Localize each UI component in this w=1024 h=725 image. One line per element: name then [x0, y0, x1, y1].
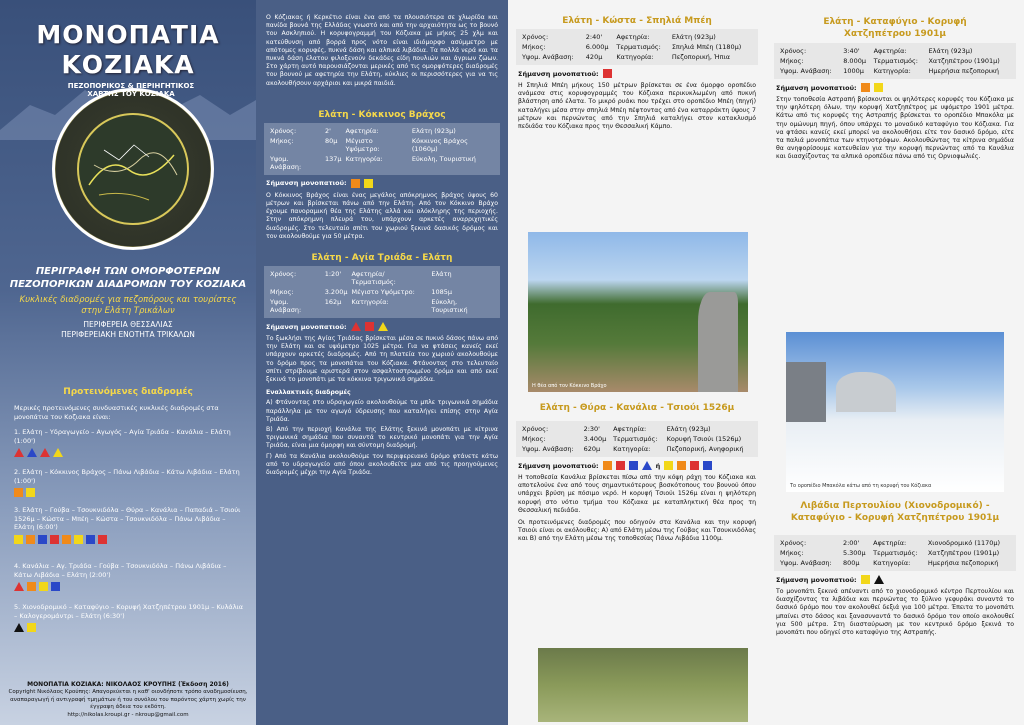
trail-sign: Σήμανση μονοπατιού:	[266, 322, 498, 331]
yellow-square-icon	[26, 488, 35, 497]
orange-square-icon	[62, 535, 71, 544]
route-info-box: Χρόνος: 2:00' Αφετηρία: Χιονοδρομικό (1170μ) Μήκος: 5.300μ Τερματισμός: Χατζηπέτρου (1901μ) Υψομ. Ανάβαση: 800μ Κατηγορία: Ημερήσια πεζοπορική	[774, 535, 1016, 571]
emblem-ring-text: ΠΕΖΟΠΟΡΙΚΟΣ & ΠΕΡΙΗΓΗΤΙΚΟΣ ΧΑΡΤΗΣ ΤΟΥ ΚΟΖΙΑΚΑ	[67, 82, 195, 98]
yellow-square-icon	[27, 623, 36, 632]
map-emblem	[52, 88, 214, 250]
section-title: Ελάτη - Κόκκινος Βράχος	[318, 109, 446, 120]
routes-heading: Προτεινόμενες διαδρομές	[63, 387, 193, 397]
orange-square-icon	[351, 179, 360, 188]
black-triangle-icon	[14, 623, 24, 632]
cover-subtitle: ΠΕΡΙΓΡΑΦΗ ΤΩΝ ΟΜΟΡΦΟΤΕΡΩΝ ΠΕΖΟΠΟΡΙΚΩΝ ΔΙΑΔΡΟΜΩΝ ΤΟΥ ΚΟΖΙΑΚΑ	[9, 266, 247, 290]
blue-square-icon	[38, 535, 47, 544]
yellow-square-icon	[874, 83, 883, 92]
section-title: Ελάτη - Κώστα - Σπηλιά Μπέη	[562, 16, 712, 26]
column-2	[256, 0, 508, 725]
section-text: Το μονοπάτι ξεκινά απέναντι από το χιονοδρομικό κέντρο Περτουλίου και διασχίζοντας τα λιβάδια και περνώντας το ξύλινο γεφυράκι συναντά το δασικό δρόμο που τον ακολουθεί δεξιά για 100 μέτρα. Έπειτα το μονοπάτι μπαίνει στο δάσος και ξανασυναντά το δασικό δρόμο τον οποίο ακολουθεί για 500 μέτρα. Στη διασταύρωση με τον κεντρικό δρόμο ξεκινά το μονοπάτι που οδηγεί στο καταφύγιο της Αστραπής.	[776, 588, 1014, 637]
orange-square-icon	[26, 535, 35, 544]
red-square-icon	[98, 535, 107, 544]
route-marks	[14, 623, 246, 632]
yellow-square-icon	[861, 575, 870, 584]
alternative-b: Β) Από την περιοχή Κανάλια της Ελάτης ξεκινά μονοπάτι με κίτρινα τριγωνικά σημάδια που συναντά το κεντρικό μονοπάτι για την Αγία Τριάδα, είναι μια όμορφη και σύντομη διαδρομή.	[266, 426, 498, 450]
route-item: 3. Ελάτη – Γούβα – Τσουκνιδόλα – Θύρα – Κανάλια – Παπαδιά – Τσιούι 1526μ – Κώστα – Μπέη – Κώστα – Τσουκνιδόλα – Πάνω Λιβάδια – Ελάτη (6:00')	[14, 506, 246, 544]
route-marks	[14, 488, 246, 497]
section-text: Στην τοποθεσία Αστραπή βρίσκονται οι ψηλότερες κορυφές του Κόζιακα με την ψηλότερη όλων, την κορυφή Χατζηπέτρος με υψόμετρο 1901 μέτρα. Κάτω από τις κορυφές της Αστραπής βρίσκεται το οροπέδιο Μπακόλα με την ομώνυμη πηγή, όπου υπάρχει το μοναδικό καταφύγιο του Κόζιακα. Για να φτάσει κανείς εκεί μπορεί να ακολουθήσει είτε τον δασικό δρόμο, είτε τα παλιά μονοπάτια των κτηνοτρόφων. Ακολουθώντας τα κίτρινα σημάδια θα ανηφορίσουμε κατευθείαν για την κορυφή περνώντας από τα Κανάλια και διασχίζοντας τα αλπικά οροπέδια πάνω από τις Ορνιοφωλιές.	[776, 96, 1014, 161]
map-emblem-map	[77, 113, 189, 225]
trail-sign: Σήμανση μονοπατιού:	[266, 179, 498, 188]
red-triangle-icon	[351, 322, 361, 331]
trail-sign: Σήμανση μονοπατιού:	[518, 69, 756, 78]
red-square-icon	[50, 535, 59, 544]
meadow-photo	[538, 648, 748, 722]
blue-square-icon	[86, 535, 95, 544]
route-item: 2. Ελάτη – Κόκκινος Βράχος – Πάνω Λιβάδια – Κάτω Λιβάδια – Ελάτη (1:00')	[14, 468, 246, 497]
yellow-square-icon	[74, 535, 83, 544]
orange-square-icon	[603, 461, 612, 470]
intro-text: Ο Κόζιακας ή Κερκέτιο είναι ένα από τα πλουσιότερα σε χλωρίδα και πανίδα βουνά της Ελλάδας γνωστό και από την αρχαιότητα ως το βουνό του Ασκληπιού. Η κορυφογραμμή του Κόζιακα με μήκος 25 χλμ και κατεύθυνση από βορρά προς νότο είναι ιδιόμορφο ασύμμετρο με απότομες κορυφές, πυκνά δάση και αλπικά λιβάδια. Τα πολλά νερά και τα πυκνά δάση έλατου φιλοξενούν δεκάδες είδη πουλιών και άγριων ζώων. Στο χάρτη αυτό παρουσιάζονται μερικές από τις ομορφότερες διαδρομές του βουνού με αφετηρία την Ελάτη, κύκλιες οι περισσότερες για να τις ακολουθήσουν αρχάριοι και μικρά παιδιά.	[266, 14, 498, 87]
trail-sign: Σήμανση μονοπατιού:	[776, 83, 1014, 92]
red-square-icon	[603, 69, 612, 78]
section-text: Ο Κόκκινος Βράχος είναι ένας μεγάλος απόκρημνος βράχος ύψους 60 μέτρων και βρίσκεται πάνω από την Ελάτη. Από τον Κόκκινο Βράχο έχουμε πανοραμική θέα της Ελάτης αλλά και ολόκληρης της περιοχής. Στην απόκρημνη πλευρά του, υπάρχουν αρκετές αναρριχητικές διαδρομές. Στο τελευταίο σπίτι του χωριού ξεκινά δασικός δρόμος και τον ακολουθούμε για 50 μέτρα.	[266, 191, 498, 240]
cover-region: ΠΕΡΙΦΕΡΕΙΑ ΘΕΣΣΑΛΙΑΣ ΠΕΡΙΦΕΡΕΙΑΚΗ ΕΝΟΤΗΤΑ ΤΡΙΚΑΛΩΝ	[61, 320, 195, 339]
route-item: 1. Ελάτη – Υδραγωγείο – Αγωγός – Αγία Τριάδα – Κανάλια – Ελάτη (1:00')	[14, 428, 246, 457]
route-info-box: Χρόνος: 2' Αφετηρία: Ελάτη (923μ) Μήκος: 80μ Μέγιστο Υψόμετρο: Κόκκινος Βράχος (1060μ) Υψομ. Ανάβαση: 137μ Κατηγορία: Εύκολη, Τουριστική	[264, 123, 500, 175]
red-square-icon	[690, 461, 699, 470]
column-3	[508, 0, 766, 725]
blue-square-icon	[51, 582, 60, 591]
yellow-square-icon	[14, 535, 23, 544]
section-title: Ελάτη - Θύρα - Κανάλια - Τσιούι 1526μ	[539, 403, 735, 413]
red-square-icon	[616, 461, 625, 470]
route-item: 5. Χιονοδρομικό – Καταφύγιο – Κορυφή Χατζηπέτρου 1901μ – Κυλάλια – Καλογερομάντρι – Ελάτη (6:30')	[14, 603, 246, 632]
route-marks	[14, 582, 246, 591]
routes-intro: Μερικές προτεινόμενες συνδυαστικές κυκλικές διαδρομές στα μονοπάτια του Κοζιακα είναι:	[14, 404, 219, 421]
section-body	[766, 532, 1024, 637]
orange-square-icon	[27, 582, 36, 591]
yellow-square-icon	[664, 461, 673, 470]
red-square-icon	[365, 322, 374, 331]
route-info-box: Χρόνος: 1:20' Αφετηρία/Τερματισμός: Ελάτη Μήκος: 3.200μ Μέγιστο Υψόμετρο: 1085μ Υψομ. Ανάβαση: 162μ Κατηγορία: Εύκολη, Τουριστική	[264, 266, 500, 318]
route-marks	[14, 448, 246, 457]
route-item: 4. Κανάλια – Αγ. Τριάδα – Γούβα – Τσουκνιδόλα – Πάνω Λιβάδια – Κάτω Λιβάδια – Ελάτη (2:00')	[14, 562, 246, 591]
column-4	[766, 0, 1024, 725]
section-title: Ελάτη - Αγία Τριάδα - Ελάτη	[311, 253, 453, 264]
section-text: Η τοποθεσία Κανάλια βρίσκεται πίσω από την κόψη ράχη του Κόζιακα και αποτελούνε ένα από τους σημαντικότερους βοσκότοπους του βουνού όπου υπάρχει βρύση με πόσιμο νερό. Η κορυφή Τσιούι 1526μ είναι η ψηλότερη κορυφή στο νότιο τμήμα του Κόζιακα με καταπληκτική θέα προς τη Θεσσαλική πεδιάδα.	[518, 474, 756, 514]
yellow-triangle-icon	[378, 322, 388, 331]
alternative-a: Α) Φτάνοντας στο υδραγωγείο ακολουθούμε τα μπλε τριγωνικά σημάδια παράλληλα με τον αγωγό ύδρευσης που καταλήγει επίσης στην Αγία Τριάδα.	[266, 399, 498, 423]
red-triangle-icon	[14, 448, 24, 457]
yellow-triangle-icon	[53, 448, 63, 457]
cover-title: ΜΟΝΟΠΑΤΙΑ ΚΟΖΙΑΚΑ	[36, 20, 220, 79]
trail-sign: Σήμανση μονοπατιού:	[776, 575, 1014, 584]
route-info-box: Χρόνος: 2:30' Αφετηρία: Ελάτη (923μ) Μήκος: 3.400μ Τερματισμός: Κορυφή Τσιούι (1526μ) Υψομ. Ανάβαση: 620μ Κατηγορία: Πεζοπορική, Ανηφορική	[516, 421, 758, 457]
section-title: Ελάτη - Καταφύγιο - Κορυφή Χατζηπέτρου 1901μ	[823, 17, 967, 39]
route-info-box: Χρόνος: 3:40' Αφετηρία: Ελάτη (923μ) Μήκος: 8.000μ Τερματισμός: Χατζηπέτρου (1901μ) Υψομ. Ανάβαση: 1000μ Κατηγορία: Ημερήσια πεζοπορική	[774, 43, 1016, 79]
route-info-box: Χρόνος: 2:40' Αφετηρία: Ελάτη (923μ) Μήκος: 6.000μ Τερματισμός: Σπηλιά Μπέη (1180μ) Υψομ. Ανάβαση: 420μ Κατηγορία: Πεζοπορική, Ήπια	[516, 29, 758, 65]
village-photo: Η θέα από τον Κόκκινο Βράχο	[528, 232, 748, 392]
alternative-c: Γ) Από τα Κανάλια ακολουθούμε τον περιφερειακό δρόμο φτάνετε κάτω από το υδραγωγείο από όπου ακολουθείτε μια από τις προηγούμενες διαδρομές μέχρι την Αγία Τριάδα.	[266, 452, 498, 477]
section-text2: Οι προτεινόμενες διαδρομές που οδηγούν στα Κανάλια και την κορυφή Τσιούι είναι οι ακόλουθες: Α) από Ελάτη μέσω της Γούβας και Τσουκνιδόλας και Β) από την Ελάτη μέσω της τοποθεσίας Πάνω Λιβάδια 1100μ.	[518, 519, 756, 543]
snow-photo: Το οροπέδιο Μπακόλα κάτω από τη κορυφή του Κόζιακα	[786, 332, 1004, 492]
black-triangle-icon	[874, 575, 884, 584]
red-triangle-icon	[40, 448, 50, 457]
trail-sign: Σήμανση μονοπατιού: ή	[518, 461, 756, 470]
alternatives-heading: Εναλλακτικές διαδρομές	[266, 389, 351, 397]
route-marks	[14, 535, 246, 544]
section-body	[508, 418, 766, 544]
orange-square-icon	[677, 461, 686, 470]
blue-triangle-icon	[27, 448, 37, 457]
orange-square-icon	[14, 488, 23, 497]
section-text: Το ξωκλήσι της Αγίας Τριάδας βρίσκεται μέσα σε πυκνό δάσος πάνω από την Ελάτη και σε υψόμετρο 1025 μέτρα. Για να φτάσεις κανείς εκεί υπάρχουν αρκετές διαδρομές. Από τη πλατεία του χωριού ακολουθούμε το δρόμο προς τα μονοπάτια του Κόζιακα. Φτάνοντας στο τελευταίο σπίτι στρίβουμε αριστερά στον ασφαλτοστρωμένο δρόμο και από εκεί ξεκινά το μονοπάτι με τα κόκκινα τριγωνικά σημάδια.	[266, 335, 498, 384]
cover-subtitle2: Κυκλικές διαδρομές για πεζοπόρους και τουρίστες στην Ελάτη Τρικάλων	[19, 295, 237, 316]
copyright-footer: ΜΟΝΟΠΑΤΙΑ ΚΟΖΙΑΚΑ: ΝΙΚΟΛΑΟΣ ΚΡΟΥΠΗΣ (Έκδοση 2016) Copyright Νικόλαος Κρούπης: Απαγορεύεται η καθ' οιονδήποτε τρόπο αναδημοσίευση, αναπαραγωγή ή αντιγραφή τμημάτων ή του συνόλου του παρόντος χάρτη χωρίς την έγγραφη άδεια του εκδότη. http://nikolas.kroupi.gr - nkroup@gmail.com	[8, 680, 248, 718]
yellow-square-icon	[364, 179, 373, 188]
yellow-square-icon	[39, 582, 48, 591]
cover-column	[0, 0, 256, 725]
blue-square-icon	[703, 461, 712, 470]
section-title: Λιβάδια Περτουλίου (Χιονοδρομικό) - Καταφύγιο - Κορυφή Χατζηπέτρου 1901μ	[790, 501, 1000, 523]
blue-square-icon	[629, 461, 638, 470]
section-text: Η Σπηλιά Μπέη μήκους 150 μέτρων βρίσκεται σε ένα όμορφο οροπέδιο ανάμεσα στις κορυφογραμμές του Κόζιακα περικυκλωμένη από πυκνή βλάστηση από έλατα. Το μικρό ρυάκι που τρέχει στο οροπέδιο Μπέη (πηγή) καταλήγει μέσα στην σπηλιά Μπέη πέφτοντας από ένα καταρράκτη ύψους 7 μέτρων και περνώντας από την Σπηλιά καταλήγει στον κατακλυσμό πεδιάδα του Κόζιακα προς την Θεσσαλική Κάμπο.	[518, 82, 756, 131]
orange-square-icon	[861, 83, 870, 92]
blue-triangle-icon	[642, 461, 652, 470]
red-triangle-icon	[14, 582, 24, 591]
